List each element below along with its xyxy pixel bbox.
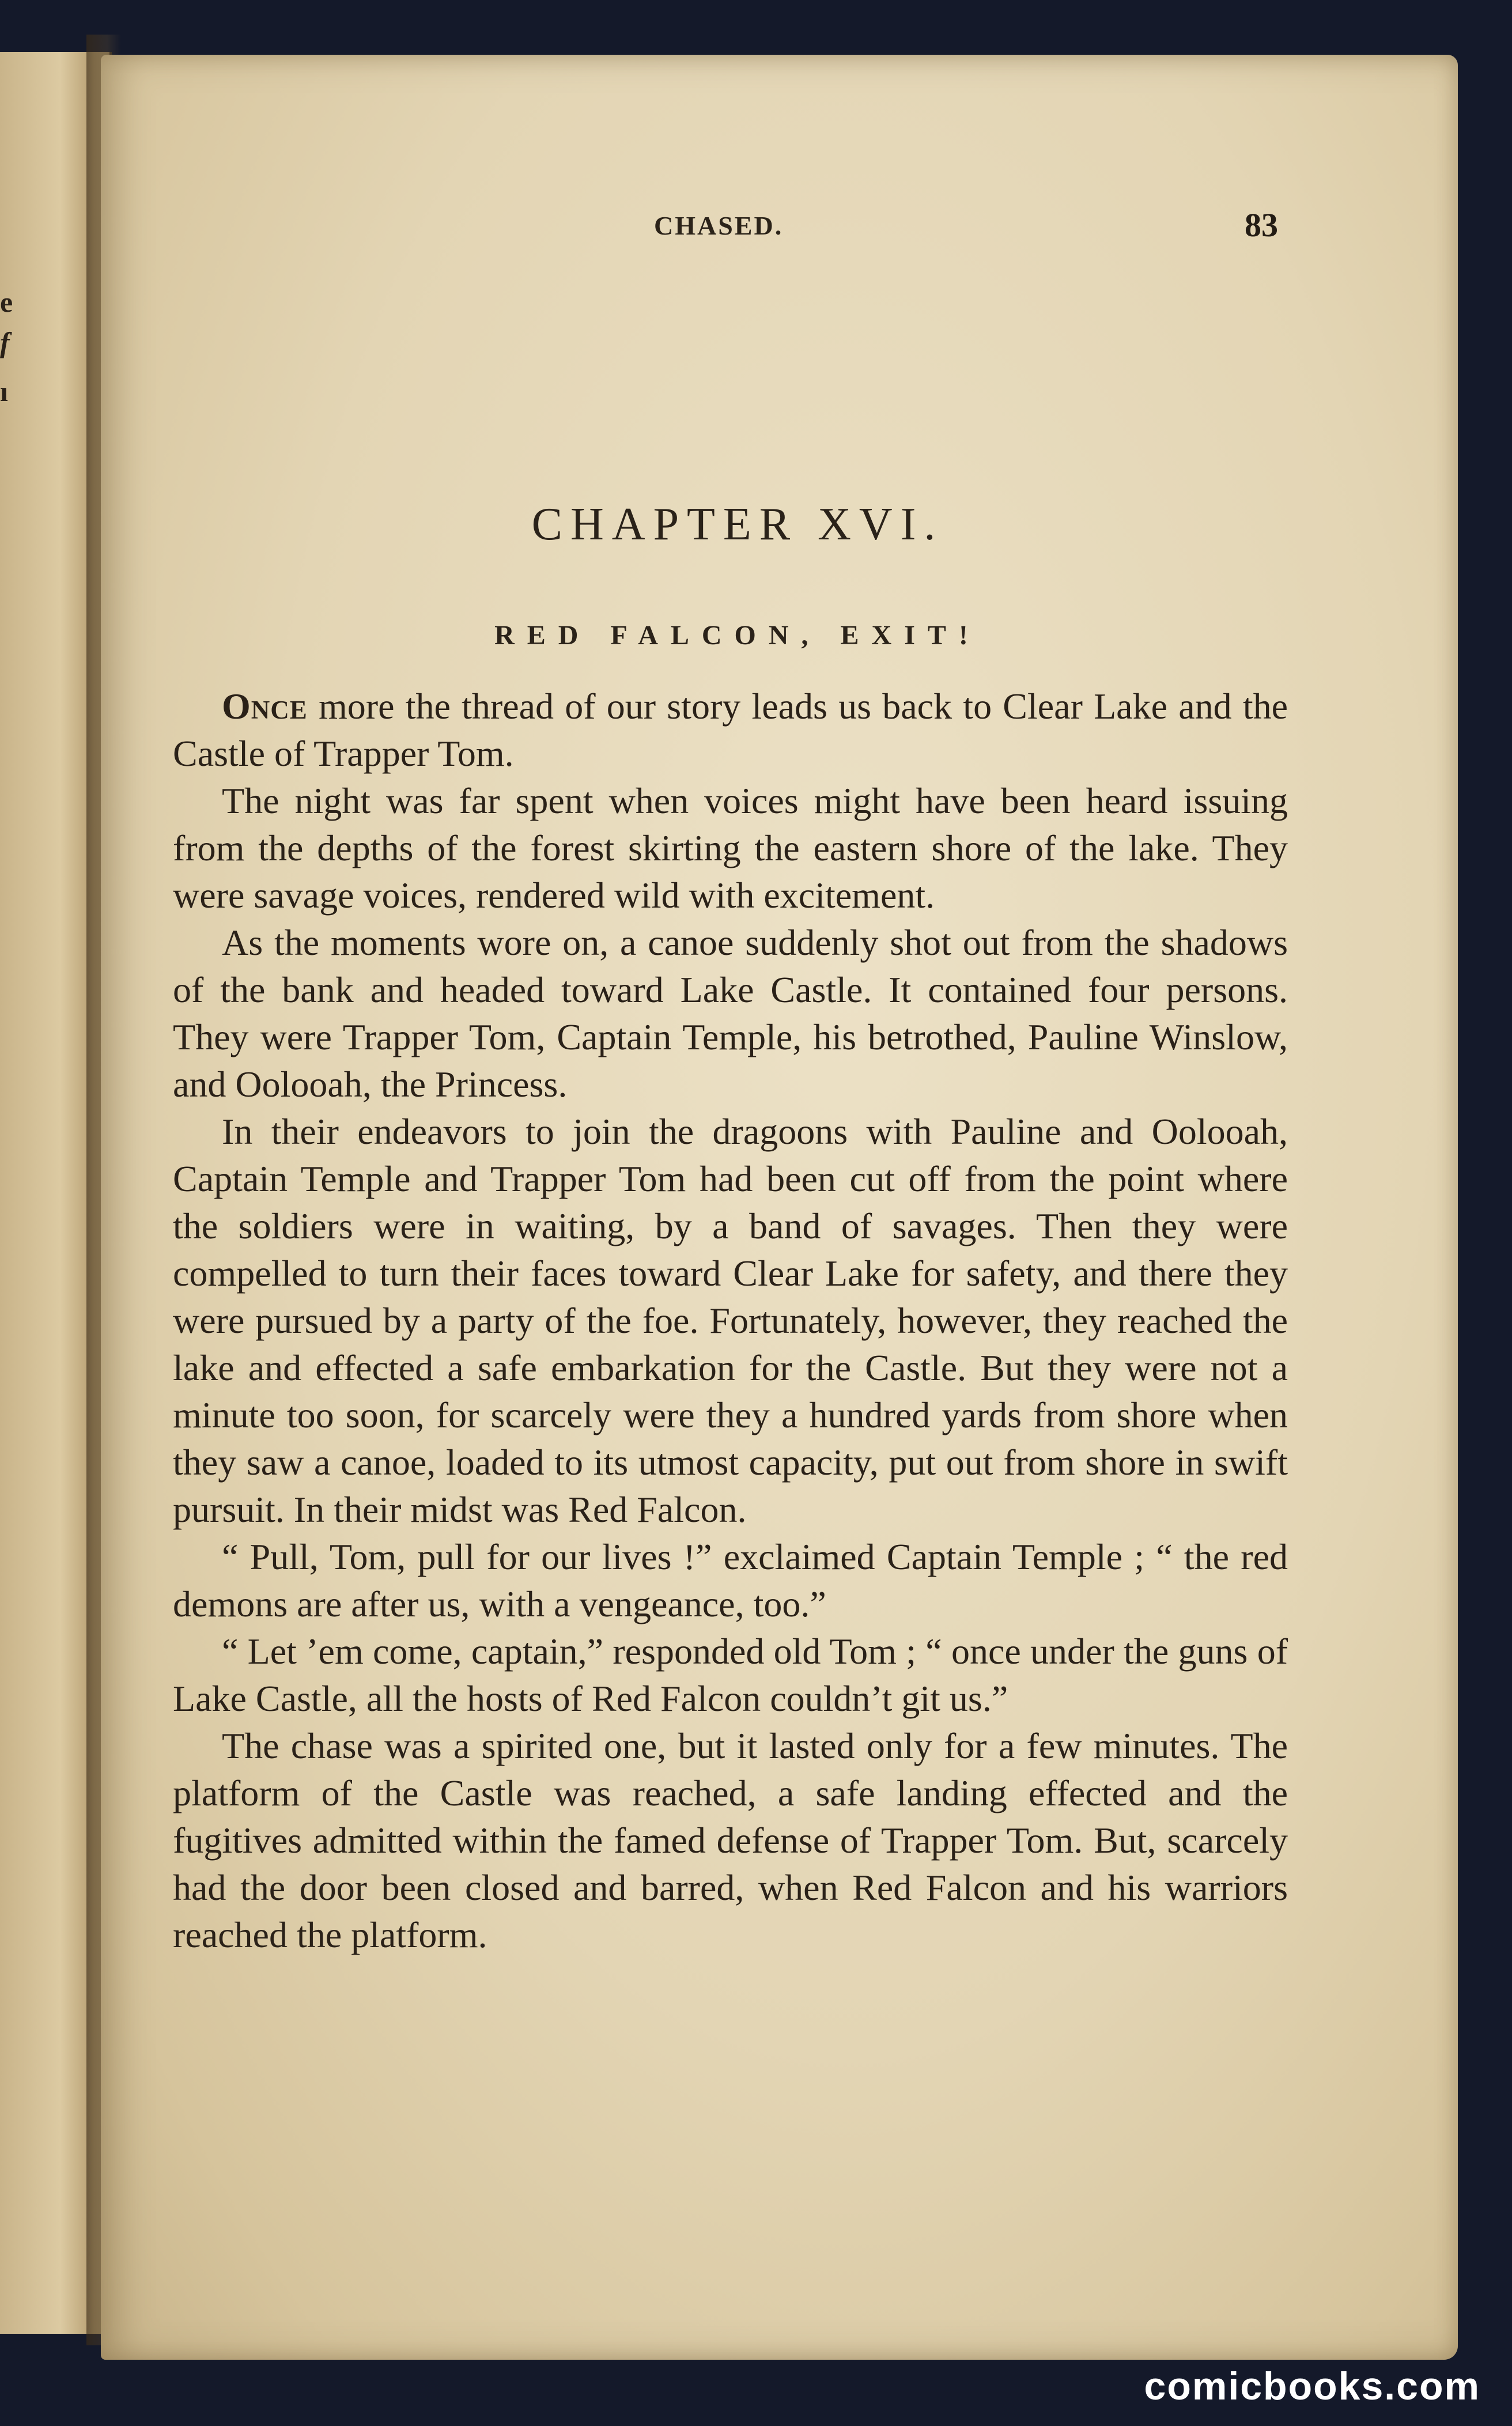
paragraph-text: more the thread of our story leads us back to Clear Lake and the Castle of Trapper Tom. bbox=[173, 686, 1288, 774]
drop-lead-word: Once bbox=[222, 686, 308, 727]
edge-letter: ı bbox=[0, 375, 8, 407]
chapter-heading: CHAPTER XVI. bbox=[531, 499, 944, 550]
chapter-body bbox=[173, 683, 1288, 1959]
edge-letter: f bbox=[0, 326, 10, 358]
paragraph: As the moments wore on, a canoe suddenly shot out from the shadows of the bank and headed toward Lake Castle. It contained four persons. They were Trapper Tom, Captain Temple, his betrothed, Pauline Winslow, and Oolooah, the Princess. bbox=[173, 922, 1288, 1105]
running-head bbox=[101, 206, 1458, 256]
paragraph: In their endeavors to join the dragoons with Pauline and Oolooah, Captain Temple and Trapper Tom had been cut off from the point where the soldiers were in waiting, by a band of savages. Then they were compelled to turn their faces toward Clear Lake for safety, and there they were pursued by a party of the foe. Fortunately, however, they reached the lake and effected a safe embarkation for the Castle. But they were not a minute too soon, for scarcely were they a hundred yards from shore when they saw a canoe, loaded to its utmost capacity, put out from shore in swift pursuit. In their midst was Red Falcon. bbox=[173, 1111, 1288, 1530]
page-number: 83 bbox=[1245, 206, 1278, 244]
book-page bbox=[101, 55, 1458, 2360]
paragraph bbox=[173, 683, 1288, 777]
chapter-subtitle: RED FALCON, EXIT! bbox=[494, 620, 981, 651]
watermark: comicbooks.com bbox=[1144, 2364, 1480, 2408]
paragraph: The night was far spent when voices might have been heard issuing from the depths of the forest skirting the eastern shore of the lake. They were savage voices, rendered wild with excitement. bbox=[173, 780, 1288, 916]
edge-letter: e bbox=[0, 286, 13, 318]
paragraph: “ Pull, Tom, pull for our lives !” exclaimed Captain Temple ; “ the red demons are after us, with a vengeance, too.” bbox=[173, 1536, 1288, 1624]
paragraph: The chase was a spirited one, but it lasted only for a few minutes. The platform of the Castle was reached, a safe landing effected and the fugitives admitted within the famed defense of Trapper Tom. But, scarcely had the door been closed and barred, when Red Falcon and his warriors reached the platform. bbox=[173, 1725, 1288, 1955]
running-title: CHASED. bbox=[654, 211, 784, 240]
paragraph: “ Let ’em come, captain,” responded old Tom ; “ once under the guns of Lake Castle, all the hosts of Red Falcon couldn’t git us.” bbox=[173, 1631, 1288, 1719]
